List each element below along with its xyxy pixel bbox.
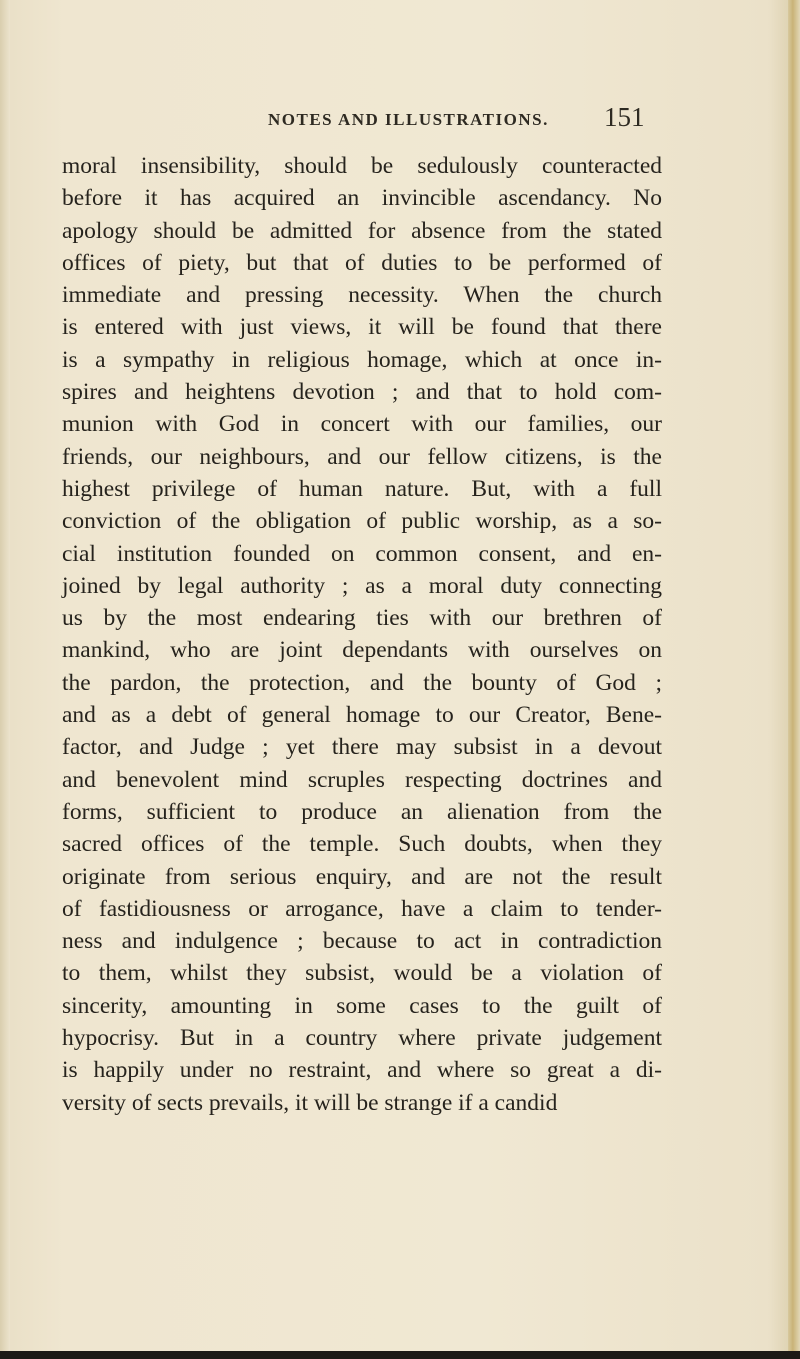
text-line: immediate and pressing necessity. When the church [62,282,662,309]
text-line: friends, our neighbours, and our fellow citizens, is the [62,443,662,470]
text-line: the pardon, the protection, and the bounty of God ; [62,669,662,696]
text-line: moral insensibility, should be sedulously counteracted [62,153,662,179]
text-line: before it has acquired an invincible ascendancy. No [62,185,662,212]
text-line: to them, whilst they subsist, would be a violation of [62,960,662,987]
text-line: sincerity, amounting in some cases to the guilt of [62,992,662,1019]
text-line: spires and heightens devotion ; and that to hold com- [62,379,662,406]
page-number: 151 [604,102,645,132]
page-left-shadow [0,0,10,1359]
text-line: versity of sects prevails, it will be strange if a candid [62,1089,558,1116]
text-line: sacred offices of the temple. Such doubts, when they [62,831,662,858]
text-line: cial institution founded on common consent, and en- [62,540,662,567]
text-line: is a sympathy in religious homage, which at once in- [62,346,662,373]
text-line: joined by legal authority ; as a moral duty connecting [62,572,662,599]
text-line: conviction of the obligation of public worship, as a so- [62,508,662,535]
body-text [62,150,662,1119]
bottom-shadow-bar [0,1351,800,1359]
text-line: is happily under no restraint, and where so great a di- [62,1057,662,1084]
text-line: and as a debt of general homage to our Creator, Bene- [62,702,662,729]
text-line: offices of piety, but that of duties to be performed of [62,249,662,276]
text-line: forms, sufficient to produce an alienation from the [62,798,662,825]
page-right-edge [788,0,800,1359]
running-head: NOTES AND ILLUSTRATIONS. [268,110,549,129]
text-line: us by the most endearing ties with our brethren of [62,605,662,632]
text-line: mankind, who are joint dependants with ourselves on [62,637,662,664]
text-line: ness and indulgence ; because to act in contradiction [62,928,662,955]
text-line: apology should be admitted for absence from the stated [62,217,662,244]
text-line: hypocrisy. But in a country where private judgement [62,1025,662,1052]
text-line: and benevolent mind scruples respecting doctrines and [62,766,662,793]
text-line: munion with God in concert with our families, our [62,411,662,438]
text-line: is entered with just views, it will be found that there [62,314,662,341]
text-line: originate from serious enquiry, and are not the result [62,863,662,890]
page-header [0,102,800,142]
text-line: of fastidiousness or arrogance, have a claim to tender- [62,895,662,922]
text-line: factor, and Judge ; yet there may subsist in a devout [62,734,662,761]
text-line: highest privilege of human nature. But, with a full [62,475,662,502]
